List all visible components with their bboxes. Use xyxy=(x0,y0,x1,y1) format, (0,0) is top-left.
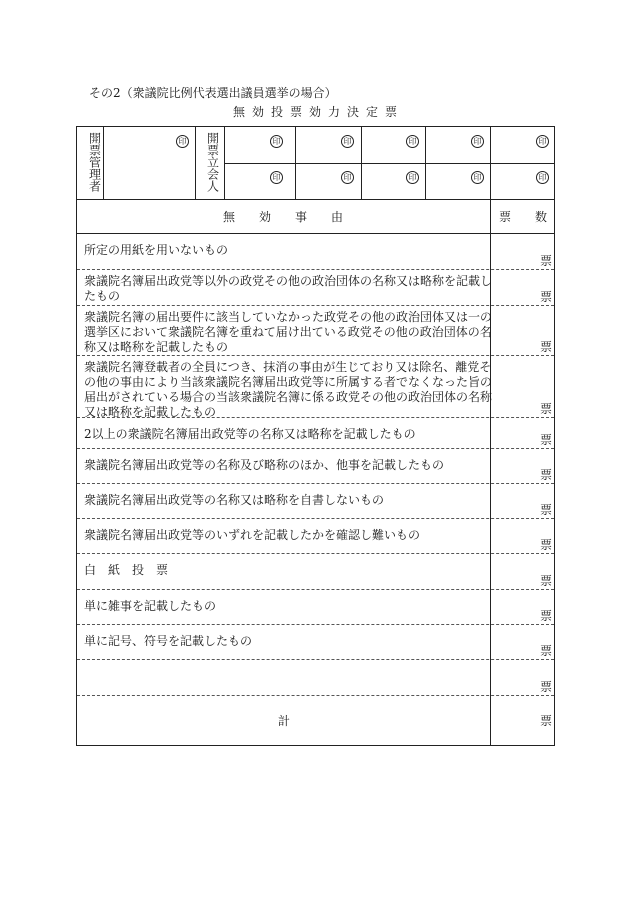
vote-count-unit: 票 xyxy=(540,402,553,416)
row-divider xyxy=(77,483,554,484)
reason-line: 衆議院名簿の届出要件に該当していなかった政党その他の政治団体又は一の xyxy=(84,310,493,324)
vote-count-unit: 票 xyxy=(540,254,553,268)
reason-line: 衆議院名簿届出政党等の名称又は略称を自書しないもの xyxy=(84,493,385,507)
row-divider xyxy=(77,448,554,449)
seal-icon: 印 xyxy=(270,171,283,184)
seal-icon: 印 xyxy=(536,135,549,148)
reason-text xyxy=(84,634,252,649)
reason-text xyxy=(84,528,420,543)
reason-text xyxy=(84,458,444,473)
row-divider xyxy=(77,269,554,270)
vote-count-unit: 票 xyxy=(540,433,553,447)
reason-line: 単に記号、符号を記載したもの xyxy=(84,634,253,648)
kaihyo-tachiainin-label: 開票立会人 xyxy=(205,132,220,192)
count-column-header: 票 数 xyxy=(499,210,548,224)
vote-count-unit: 票 xyxy=(540,290,553,304)
divider xyxy=(77,233,554,234)
reason-line: 届出がされている場合の当該衆議院名簿に係る政党その他の政治団体の名称 xyxy=(84,390,493,404)
divider xyxy=(224,163,554,164)
reason-text xyxy=(84,274,492,304)
divider xyxy=(103,127,104,199)
reason-line: 選挙区において衆議院名簿を重ねて届け出ている政党その他の政治団体の名 xyxy=(84,325,492,339)
reason-text xyxy=(84,599,216,614)
seal-icon: 印 xyxy=(471,171,484,184)
seal-icon: 印 xyxy=(536,171,549,184)
reason-line: 衆議院名簿登載者の全員につき、抹消の事由が生じており又は除名、離党そ xyxy=(84,360,492,374)
reason-text xyxy=(84,493,384,508)
divider xyxy=(195,127,196,199)
vote-count-unit: 票 xyxy=(540,609,553,623)
total-count-unit: 票 xyxy=(540,714,553,728)
row-divider xyxy=(77,417,554,418)
reason-text xyxy=(84,427,416,442)
row-divider xyxy=(77,624,554,625)
reason-line: 白 紙 投 票 xyxy=(84,563,169,577)
reason-line: たもの xyxy=(84,289,121,303)
seal-icon: 印 xyxy=(270,135,283,148)
vote-count-unit: 票 xyxy=(540,644,553,658)
vote-count-unit: 票 xyxy=(540,503,553,517)
row-divider xyxy=(77,695,554,696)
reason-line: 又は略称を記載したもの xyxy=(84,405,217,419)
seal-icon: 印 xyxy=(471,135,484,148)
reason-line: 衆議院名簿届出政党等の名称及び略称のほか、他事を記載したもの xyxy=(84,458,445,472)
divider xyxy=(77,199,554,200)
reason-line: 単に雑事を記載したもの xyxy=(84,599,217,613)
row-divider xyxy=(77,589,554,590)
reason-text xyxy=(84,360,492,420)
reason-line: 衆議院名簿届出政党等以外の政党その他の政治団体の名称又は略称を記載し xyxy=(84,274,493,288)
reason-line: 2以上の衆議院名簿届出政党等の名称又は略称を記載したもの xyxy=(84,427,416,441)
row-divider xyxy=(77,659,554,660)
reason-line: の他の事由により当該衆議院名簿届出政党等に所属する者でなくなった旨の xyxy=(84,375,493,389)
reason-text xyxy=(84,243,228,258)
row-divider xyxy=(77,355,554,356)
kaihyo-kanrisha-label: 開票管理者 xyxy=(87,132,102,192)
seal-icon: 印 xyxy=(176,135,189,148)
reason-column-header: 無 効 事 由 xyxy=(223,210,344,224)
seal-icon: 印 xyxy=(341,171,354,184)
seal-icon: 印 xyxy=(406,171,419,184)
row-divider xyxy=(77,518,554,519)
vote-count-unit: 票 xyxy=(540,468,553,482)
form-subheading: その2（衆議院比例代表選出議員選挙の場合） xyxy=(89,86,337,100)
vote-count-unit: 票 xyxy=(540,574,553,588)
reason-text xyxy=(84,563,168,578)
reason-text xyxy=(84,310,492,355)
reason-line: 称又は略称を記載したもの xyxy=(84,340,229,354)
decision-table xyxy=(76,126,555,746)
seal-icon: 印 xyxy=(406,135,419,148)
vote-count-unit: 票 xyxy=(540,340,553,354)
seal-icon: 印 xyxy=(341,135,354,148)
row-divider xyxy=(77,553,554,554)
row-divider xyxy=(77,305,554,306)
reason-line: 所定の用紙を用いないもの xyxy=(84,243,229,257)
reason-line: 衆議院名簿届出政党等のいずれを記載したかを確認し難いもの xyxy=(84,528,421,542)
vote-count-unit: 票 xyxy=(540,680,553,694)
total-label: 計 xyxy=(278,714,291,728)
form-title: 無効投票効力決定票 xyxy=(232,105,404,119)
vote-count-unit: 票 xyxy=(540,538,553,552)
